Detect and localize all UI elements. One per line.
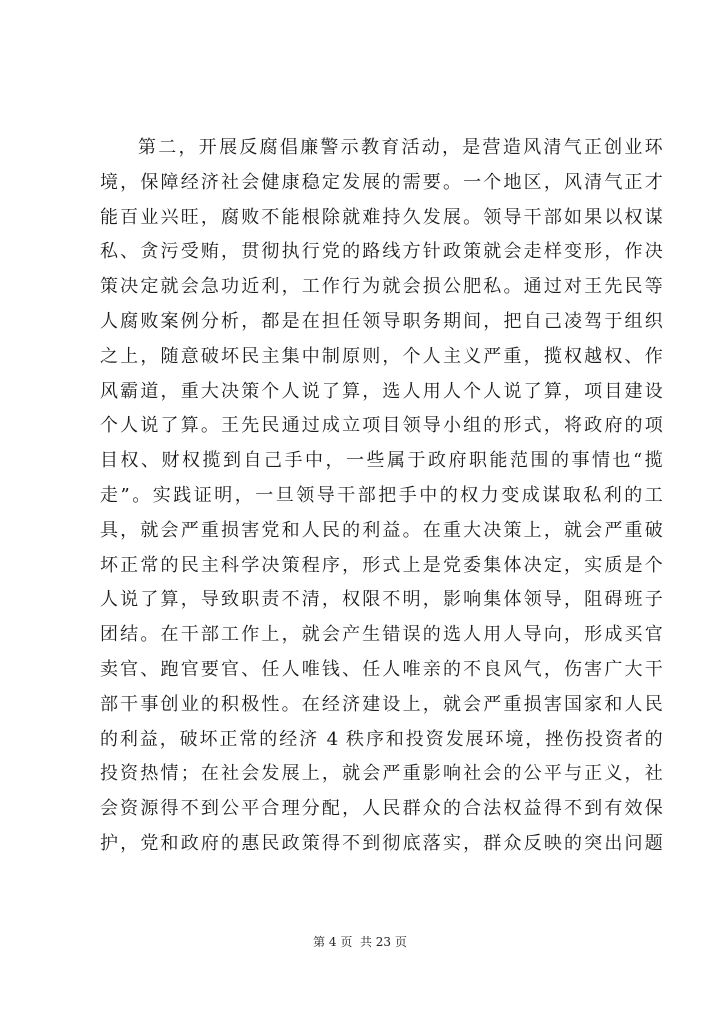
text-line: 境，保障经济社会健康稳定发展的需要。一个地区，风清气正才: [100, 171, 663, 193]
text-line: 坏正常的民主科学决策程序，形式上是党委集体决定，实质是个: [100, 554, 663, 576]
text-line: 能百业兴旺，腐败不能根除就难持久发展。领导干部如果以权谋: [100, 206, 663, 228]
text-line: 投资热情；在社会发展上，就会严重影响社会的公平与正义，社: [100, 763, 663, 785]
text-line: 策决定就会急功近利，工作行为就会损公肥私。通过对王先民等: [100, 276, 663, 298]
text-line: 团结。在干部工作上，就会产生错误的选人用人导向，形成买官: [100, 624, 663, 646]
text-line: 的利益，破坏正常的经济 4 秩序和投资发展环境，挫伤投资者的: [100, 728, 663, 750]
text-line: 走”。实践证明，一旦领导干部把手中的权力变成谋取私利的工: [100, 484, 663, 506]
text-line: 会资源得不到公平合理分配，人民群众的合法权益得不到有效保: [100, 798, 663, 820]
text-line: 第二，开展反腐倡廉警示教育活动，是营造风清气正创业环: [138, 137, 663, 158]
page-footer: [0, 934, 720, 950]
text-line: 风霸道，重大决策个人说了算，选人用人个人说了算，项目建设: [100, 380, 663, 402]
text-line: 部干事创业的积极性。在经济建设上，就会严重损害国家和人民: [100, 693, 663, 715]
text-line: 个人说了算。王先民通过成立项目领导小组的形式，将政府的项: [100, 415, 663, 437]
text-line: 人腐败案例分析，都是在担任领导职务期间，把自己凌驾于组织: [100, 310, 663, 332]
text-line: 人说了算，导致职责不清，权限不明，影响集体领导，阻碍班子: [100, 589, 663, 611]
body-paragraph: [100, 131, 663, 862]
text-line: 之上，随意破坏民主集中制原则，个人主义严重，揽权越权、作: [100, 345, 663, 367]
text-line: 私、贪污受贿，贯彻执行党的路线方针政策就会走样变形，作决: [100, 241, 663, 263]
text-line: 护，党和政府的惠民政策得不到彻底落实，群众反映的突出问题: [100, 832, 663, 854]
text-line: 具，就会严重损害党和人民的利益。在重大决策上，就会严重破: [100, 519, 663, 541]
page-number-label: 第 4 页 共 23 页: [313, 935, 407, 949]
text-line: 目权、财权揽到自己手中，一些属于政府职能范围的事情也“揽: [100, 450, 663, 472]
text-line: 卖官、跑官要官、任人唯钱、任人唯亲的不良风气，伤害广大干: [100, 658, 663, 680]
